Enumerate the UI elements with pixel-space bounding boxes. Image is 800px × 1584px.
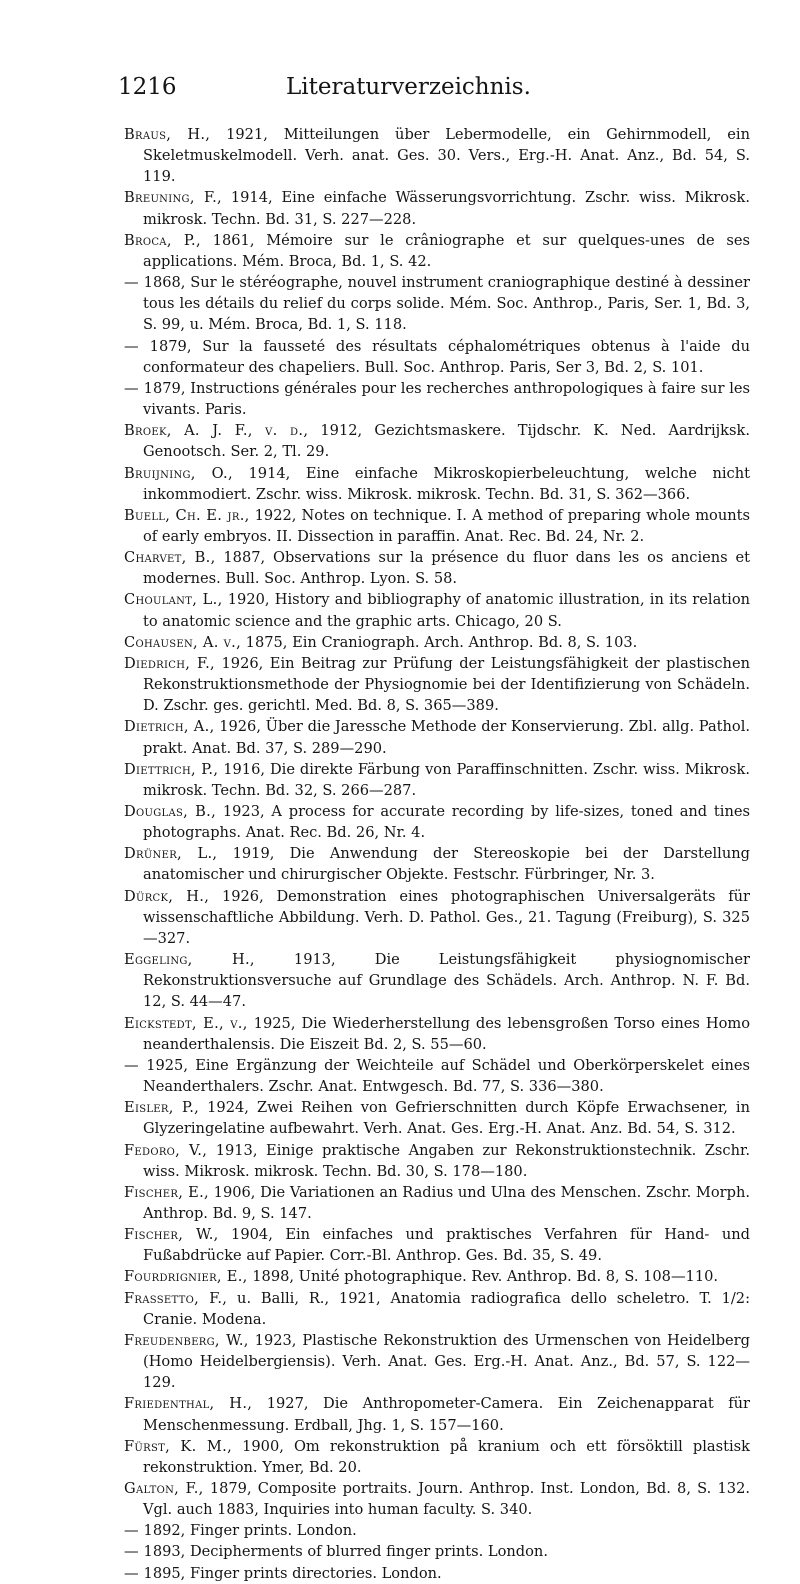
entry-author: Braus, H., xyxy=(124,126,211,143)
entry-author: Choulant, L., xyxy=(124,591,223,609)
entry-citation: 1925, Eine Ergänzung der Weichteile auf Schädel und Oberkörperskelet eines Neanderthalers. Zschr. Anat. Entwgesch. Bd. 77, S. 336—380. xyxy=(138,1056,750,1096)
bibliography-entry xyxy=(124,589,750,631)
bibliography-entry xyxy=(124,1140,750,1182)
entry-citation: 1875, Ein Craniograph. Arch. Anthrop. Bd. 8, S. 103. xyxy=(241,633,638,651)
bibliography-entry xyxy=(124,378,750,420)
entry-citation: 1895, Finger prints directories. London. xyxy=(138,1564,442,1582)
entry-citation: 1923, A process for accurate recording by life-sizes, toned and tines photographs. Anat. Rec. Bd. 26, Nr. 4. xyxy=(143,803,750,842)
bibliography-entry xyxy=(124,1436,750,1478)
entry-author: Douglas, B., xyxy=(124,803,217,820)
entry-citation: 1916, Die direkte Färbung von Paraffinschnitten. Zschr. wiss. Mikrosk. mikrosk. Techn. Bd. 32, S. 266—287. xyxy=(143,760,750,799)
entry-author: — xyxy=(124,1056,139,1074)
entry-author: — xyxy=(124,337,139,355)
bibliography-entry xyxy=(124,1288,750,1330)
entry-citation: 1900, Om rekonstruktion på kranium och ett försöktill plastisk rekonstruktion. Ymer, Bd. 20. xyxy=(143,1437,750,1476)
bibliography-entry xyxy=(124,187,750,229)
entry-author: Eickstedt, E., v., xyxy=(124,1014,248,1032)
entry-author: Dürck, H., xyxy=(124,887,210,905)
bibliography-entry xyxy=(124,505,750,547)
entry-author: Broek, A. J. F., v. d., xyxy=(124,422,309,440)
entry-author: Buell, Ch. E. jr., xyxy=(124,506,250,524)
entry-citation: 1906, Die Variationen an Radius und Ulna des Menschen. Zschr. Morph. Anthrop. Bd. 9, S. 147. xyxy=(143,1183,750,1222)
entry-author: Fürst, K. M., xyxy=(124,1437,233,1455)
entry-citation: 1912, Gezichtsmaskere. Tijdschr. K. Ned. Aardrijksk. Genootsch. Ser. 2, Tl. 29. xyxy=(143,422,750,461)
bibliography-entry xyxy=(124,230,750,272)
entry-citation: 1913, Die Leistungsfähigkeit physiognomischer Rekonstruktionsversuche auf Grundlage des Schädels. Arch. Anthrop. N. F. Bd. 12, S. 44—47. xyxy=(143,951,750,1011)
bibliography-entry xyxy=(124,420,750,462)
entry-citation: 1904, Ein einfaches und praktisches Verfahren für Hand- und Fußabdrücke auf Papier. Corr.-Bl. Anthrop. Ges. Bd. 35, S. 49. xyxy=(143,1226,750,1265)
entry-citation: 1892, Finger prints. London. xyxy=(138,1522,357,1540)
entry-citation: 1887, Observations sur la présence du fluor dans les os anciens et modernes. Bull. Soc. Anthrop. Lyon. S. 58. xyxy=(143,549,750,588)
entry-citation: 1927, Die Anthropometer-Camera. Ein Zeichenapparat für Menschenmessung. Erdball, Jhg. 1, S. 157—160. xyxy=(143,1395,750,1434)
bibliography-entry xyxy=(124,1541,750,1562)
entry-citation: 1879, Sur la fausseté des résultats céphalométriques obtenus à l'aide du conformateur des chapeliers. Bull. Soc. Anthrop. Paris, Ser 3, Bd. 2, S. 101. xyxy=(138,337,750,376)
entry-author: Fourdrignier, E., xyxy=(124,1268,248,1286)
entry-author: Broca, P., xyxy=(124,231,201,249)
entry-citation: 1913, Einige praktische Angaben zur Rekonstruktionstechnik. Zschr. wiss. Mikrosk. mikrosk. Techn. Bd. 30, S. 178—180. xyxy=(143,1141,750,1180)
bibliography-entry xyxy=(124,1563,750,1584)
bibliography-entry xyxy=(124,716,750,758)
entry-author: — xyxy=(124,1522,139,1540)
entry-author: Drüner, L., xyxy=(124,845,218,863)
entry-author: Frassetto, F., xyxy=(124,1289,228,1307)
page-header xyxy=(118,74,718,104)
bibliography-entry xyxy=(124,1013,750,1055)
entry-author: Fischer, W., xyxy=(124,1226,219,1244)
bibliography-entry xyxy=(124,1055,750,1097)
bibliography-entry xyxy=(124,124,750,187)
entry-citation: 1879, Composite portraits. Journ. Anthrop. Inst. London, Bd. 8, S. 132. Vgl. auch 1883, Inquiries into human faculty. S. 340. xyxy=(143,1480,751,1519)
running-title: Literaturverzeichnis. xyxy=(286,74,531,100)
entry-citation: 1914, Eine einfache Wässerungsvorrichtung. Zschr. wiss. Mikrosk. mikrosk. Techn. Bd. 31, S. 227—228. xyxy=(143,189,750,228)
bibliography-entry xyxy=(124,336,750,378)
entry-author: Diettrich, P., xyxy=(124,760,219,778)
entry-author: Freudenberg, W., xyxy=(124,1331,249,1349)
entry-author: — xyxy=(124,274,139,292)
entry-citation: 1926, Über die Jaressche Methode der Konservierung. Zbl. allg. Pathol. prakt. Anat. Bd. 37, S. 289—290. xyxy=(143,718,751,757)
entry-author: Charvet, B., xyxy=(124,549,216,567)
bibliography-entry xyxy=(124,632,750,653)
entry-citation: 1921, Mitteilungen über Lebermodelle, ein Gehirnmodell, ein Skeletmuskelmodell. Verh. anat. Ges. 30. Vers., Erg.-H. Anat. Anz., Bd. 54, S. 119. xyxy=(143,126,750,186)
bibliography-entry xyxy=(124,653,750,716)
bibliography-entry xyxy=(124,1520,750,1541)
bibliography-entry xyxy=(124,759,750,801)
entry-citation: 1893, Decipherments of blurred finger prints. London. xyxy=(138,1543,548,1561)
bibliography-entry xyxy=(124,801,750,843)
entry-author: Breuning, F., xyxy=(124,189,222,207)
bibliography-entry xyxy=(124,843,750,885)
entry-citation: 1925, Die Wiederherstellung des lebensgroßen Torso eines Homo neanderthalensis. Die Eiszeit Bd. 2, S. 55—60. xyxy=(143,1014,750,1053)
entry-author: Eggeling, H., xyxy=(124,951,255,969)
entry-citation: 1914, Eine einfache Mikroskopierbeleuchtung, welche nicht inkommodiert. Zschr. wiss. Mikrosk. mikrosk. Techn. Bd. 31, S. 362—366. xyxy=(143,464,750,503)
entry-citation: 1861, Mémoire sur le crâniographe et sur quelques-unes de ses applications. Mém. Broca, Bd. 1, S. 42. xyxy=(143,231,750,270)
bibliography-entry xyxy=(124,886,750,949)
bibliography-entry xyxy=(124,1224,750,1266)
bibliography-entry xyxy=(124,949,750,1012)
entry-author: — xyxy=(124,1543,139,1561)
entry-author: — xyxy=(124,379,139,397)
bibliography-entry xyxy=(124,463,750,505)
entry-author: Fedoro, V., xyxy=(124,1141,208,1159)
entry-author: Bruijning, O., xyxy=(124,464,233,482)
entry-author: Diedrich, F., xyxy=(124,654,215,672)
bibliography-entry xyxy=(124,1478,750,1520)
bibliography-entry xyxy=(124,1393,750,1435)
entry-citation: u. Balli, R., 1921, Anatomia radiografica dello scheletro. T. 1/2: Cranie. Modena. xyxy=(143,1289,750,1328)
entry-citation: 1923, Plastische Rekonstruktion des Urmenschen von Heidelberg (Homo Heidelbergiensis). Verh. Anat. Ges. Erg.-H. Anat. Anz., Bd. 57, S. 122—129. xyxy=(143,1331,751,1392)
entry-citation: 1898, Unité photographique. Rev. Anthrop. Bd. 8, S. 108—110. xyxy=(247,1268,719,1286)
bibliography-entry xyxy=(124,1266,750,1287)
bibliography-entry xyxy=(124,1182,750,1224)
page-number: 1216 xyxy=(118,74,177,100)
entry-citation: 1924, Zwei Reihen von Gefrierschnitten durch Köpfe Erwachsener, in Glyzeringelatine aufbewahrt. Verh. Anat. Ges. Erg.-H. Anat. Anz. Bd. 54, S. 312. xyxy=(143,1099,750,1138)
entry-author: — xyxy=(124,1564,139,1582)
entry-citation: 1868, Sur le stéréographe, nouvel instrument craniographique destiné à dessiner tous les détails du relief du corps solide. Mém. Soc. Anthrop., Paris, Ser. 1, Bd. 3, S. 99, u. Mém. Broca, Bd. 1, S. 118. xyxy=(138,274,750,334)
entry-author: Galton, F., xyxy=(124,1480,204,1497)
entry-author: Eisler, P., xyxy=(124,1099,200,1117)
entry-citation: 1922, Notes on technique. I. A method of preparing whole mounts of early embryos. II. Dissection in paraffin. Anat. Rec. Bd. 24, Nr. 2. xyxy=(143,506,750,545)
bibliography-entry xyxy=(124,272,750,335)
entry-citation: 1926, Demonstration eines photographischen Universalgeräts für wissenschaftliche Abbildung. Verh. D. Pathol. Ges., 21. Tagung (Freiburg), S. 325—327. xyxy=(143,887,751,947)
entry-author: Friedenthal, H., xyxy=(124,1395,253,1413)
entry-author: Fischer, E., xyxy=(124,1183,209,1201)
entry-citation: 1919, Die Anwendung der Stereoskopie bei der Darstellung anatomischer und chirurgischer Objekte. Festschr. Fürbringer, Nr. 3. xyxy=(143,845,750,884)
bibliography-list xyxy=(124,124,750,1584)
bibliography-entry xyxy=(124,547,750,589)
entry-citation: 1926, Ein Beitrag zur Prüfung der Leistungsfähigkeit der plastischen Rekonstruktionsmethode der Physiognomie bei der Identifizierung von Schädeln. D. Zschr. ges. gerichtl. Med. Bd. 8, S. 365—389. xyxy=(143,654,750,715)
entry-citation: 1879, Instructions générales pour les recherches anthropologiques à faire sur les vivants. Paris. xyxy=(138,379,750,419)
entry-author: Dietrich, A., xyxy=(124,718,215,736)
entry-author: Cohausen, A. v., xyxy=(124,633,242,651)
entry-citation: 1920, History and bibliography of anatomic illustration, in its relation to anatomic science and the graphic arts. Chicago, 20 S. xyxy=(143,591,751,630)
bibliography-entry xyxy=(124,1097,750,1139)
bibliography-entry xyxy=(124,1330,750,1393)
